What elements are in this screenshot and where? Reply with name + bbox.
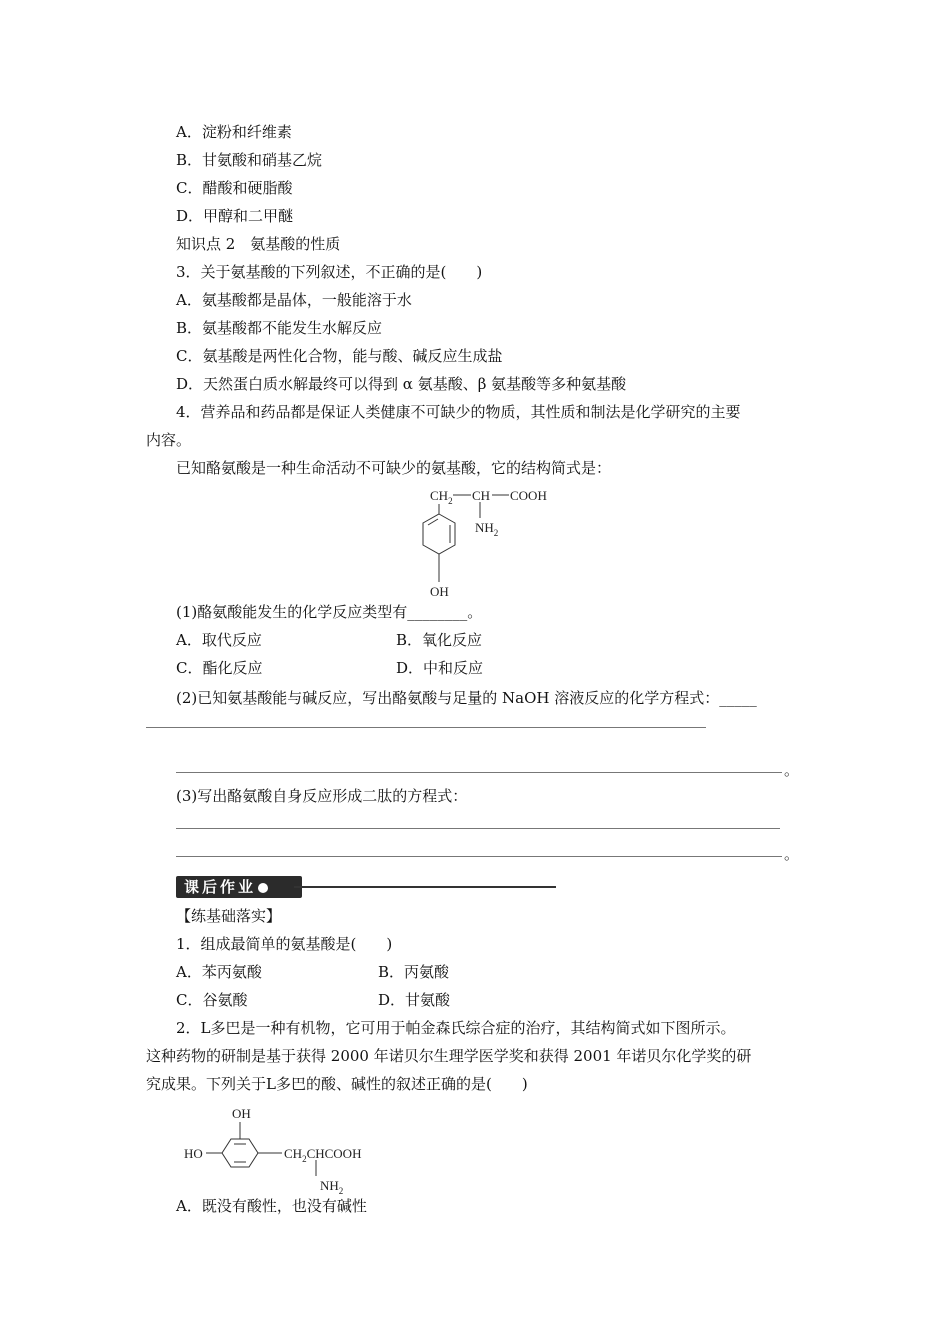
- tyrosine-nh2-label: $NH_2$: [475, 520, 499, 538]
- hw-q2-line2: 这种药物的研制是基于获得 2000 年诺贝尔生理学医学奖和获得 2001 年诺贝尔化学奖的研: [146, 1047, 752, 1065]
- q4-sub1-option-b: B．氧化反应: [396, 631, 483, 649]
- l-dopa-structure: [180, 1100, 380, 1195]
- hw-q2-option-a: A．既没有酸性，也没有碱性: [176, 1197, 367, 1215]
- q3-option-d: D．天然蛋白质水解最终可以得到 α 氨基酸、β 氨基酸等多种氨基酸: [176, 375, 627, 393]
- hw-q2-line1: 2．L多巴是一种有机物，它可用于帕金森氏综合症的治疗，其结构简式如下图所示。: [176, 1019, 736, 1037]
- hw-q1-option-b: B．丙氨酸: [378, 963, 450, 981]
- badge-dot-icon: [258, 883, 268, 893]
- hw-q2-line3: 究成果。下列关于L多巴的酸、碱性的叙述正确的是( ): [146, 1075, 528, 1093]
- tyrosine-structure: [395, 482, 565, 600]
- q4-sub1-option-d: D．中和反应: [396, 659, 484, 677]
- q3-option-a: A．氨基酸都是晶体，一般能溶于水: [176, 291, 412, 309]
- l-dopa-oh-label: OH: [232, 1106, 251, 1121]
- hw-q1-option-c: C．谷氨酸: [176, 991, 248, 1009]
- hw-q1-option-d: D．甘氨酸: [378, 991, 451, 1009]
- q4-sub2-end: 。: [784, 761, 800, 779]
- knowledge-point-heading: 知识点 2 氨基酸的性质: [176, 235, 341, 253]
- q4-sub3: (3)写出酪氨酸自身反应形成二肽的方程式：: [176, 787, 468, 805]
- tyrosine-ch-label: CH: [472, 488, 491, 503]
- tyrosine-ch2-label: $CH_2$: [430, 488, 453, 506]
- q4-sub1-option-a: A．取代反应: [176, 631, 262, 649]
- tyrosine-oh-label: OH: [430, 584, 449, 599]
- answer-line: [176, 772, 782, 773]
- q4-stem-line1: 4．营养品和药品都是保证人类健康不可缺少的物质，其性质和制法是化学研究的主要: [176, 403, 741, 421]
- l-dopa-nh2-label: $NH_2$: [320, 1178, 344, 1195]
- homework-badge-label: 课后作业: [184, 878, 257, 896]
- option-c: C．醋酸和硬脂酸: [176, 179, 293, 197]
- q4-sub1: (1)酪氨酸能发生的化学反应类型有________。: [176, 603, 483, 621]
- l-dopa-ho-label: HO: [184, 1146, 203, 1161]
- section-heading: 【练基础落实】: [176, 907, 282, 925]
- q4-sub1-option-c: C．酯化反应: [176, 659, 263, 677]
- q4-sub3-end: 。: [784, 845, 800, 863]
- tyrosine-cooh-label: COOH: [510, 488, 547, 503]
- homework-badge: [176, 876, 302, 898]
- q4-sub2: (2)已知氨基酸能与碱反应，写出酪氨酸与足量的 NaOH 溶液反应的化学方程式：_____: [176, 689, 757, 707]
- q3-option-b: B．氨基酸都不能发生水解反应: [176, 319, 383, 337]
- q3-stem: 3．关于氨基酸的下列叙述，不正确的是( ): [176, 263, 483, 281]
- option-b: B．甘氨酸和硝基乙烷: [176, 151, 323, 169]
- option-d: D．甲醇和二甲醚: [176, 207, 294, 225]
- q4-intro: 已知酪氨酸是一种生命活动不可缺少的氨基酸，它的结构简式是：: [176, 459, 612, 477]
- badge-divider: [294, 886, 556, 888]
- hw-q1-option-a: A．苯丙氨酸: [176, 963, 262, 981]
- l-dopa-chain-label: $CH_2CHCOOH$: [284, 1146, 362, 1164]
- hw-q1-stem: 1．组成最简单的氨基酸是( ): [176, 935, 393, 953]
- q3-option-c: C．氨基酸是两性化合物，能与酸、碱反应生成盐: [176, 347, 503, 365]
- answer-line: [146, 727, 706, 728]
- option-a: A．淀粉和纤维素: [176, 123, 292, 141]
- answer-line: [176, 856, 782, 857]
- answer-line: [176, 828, 780, 829]
- q4-stem-line2: 内容。: [146, 431, 192, 449]
